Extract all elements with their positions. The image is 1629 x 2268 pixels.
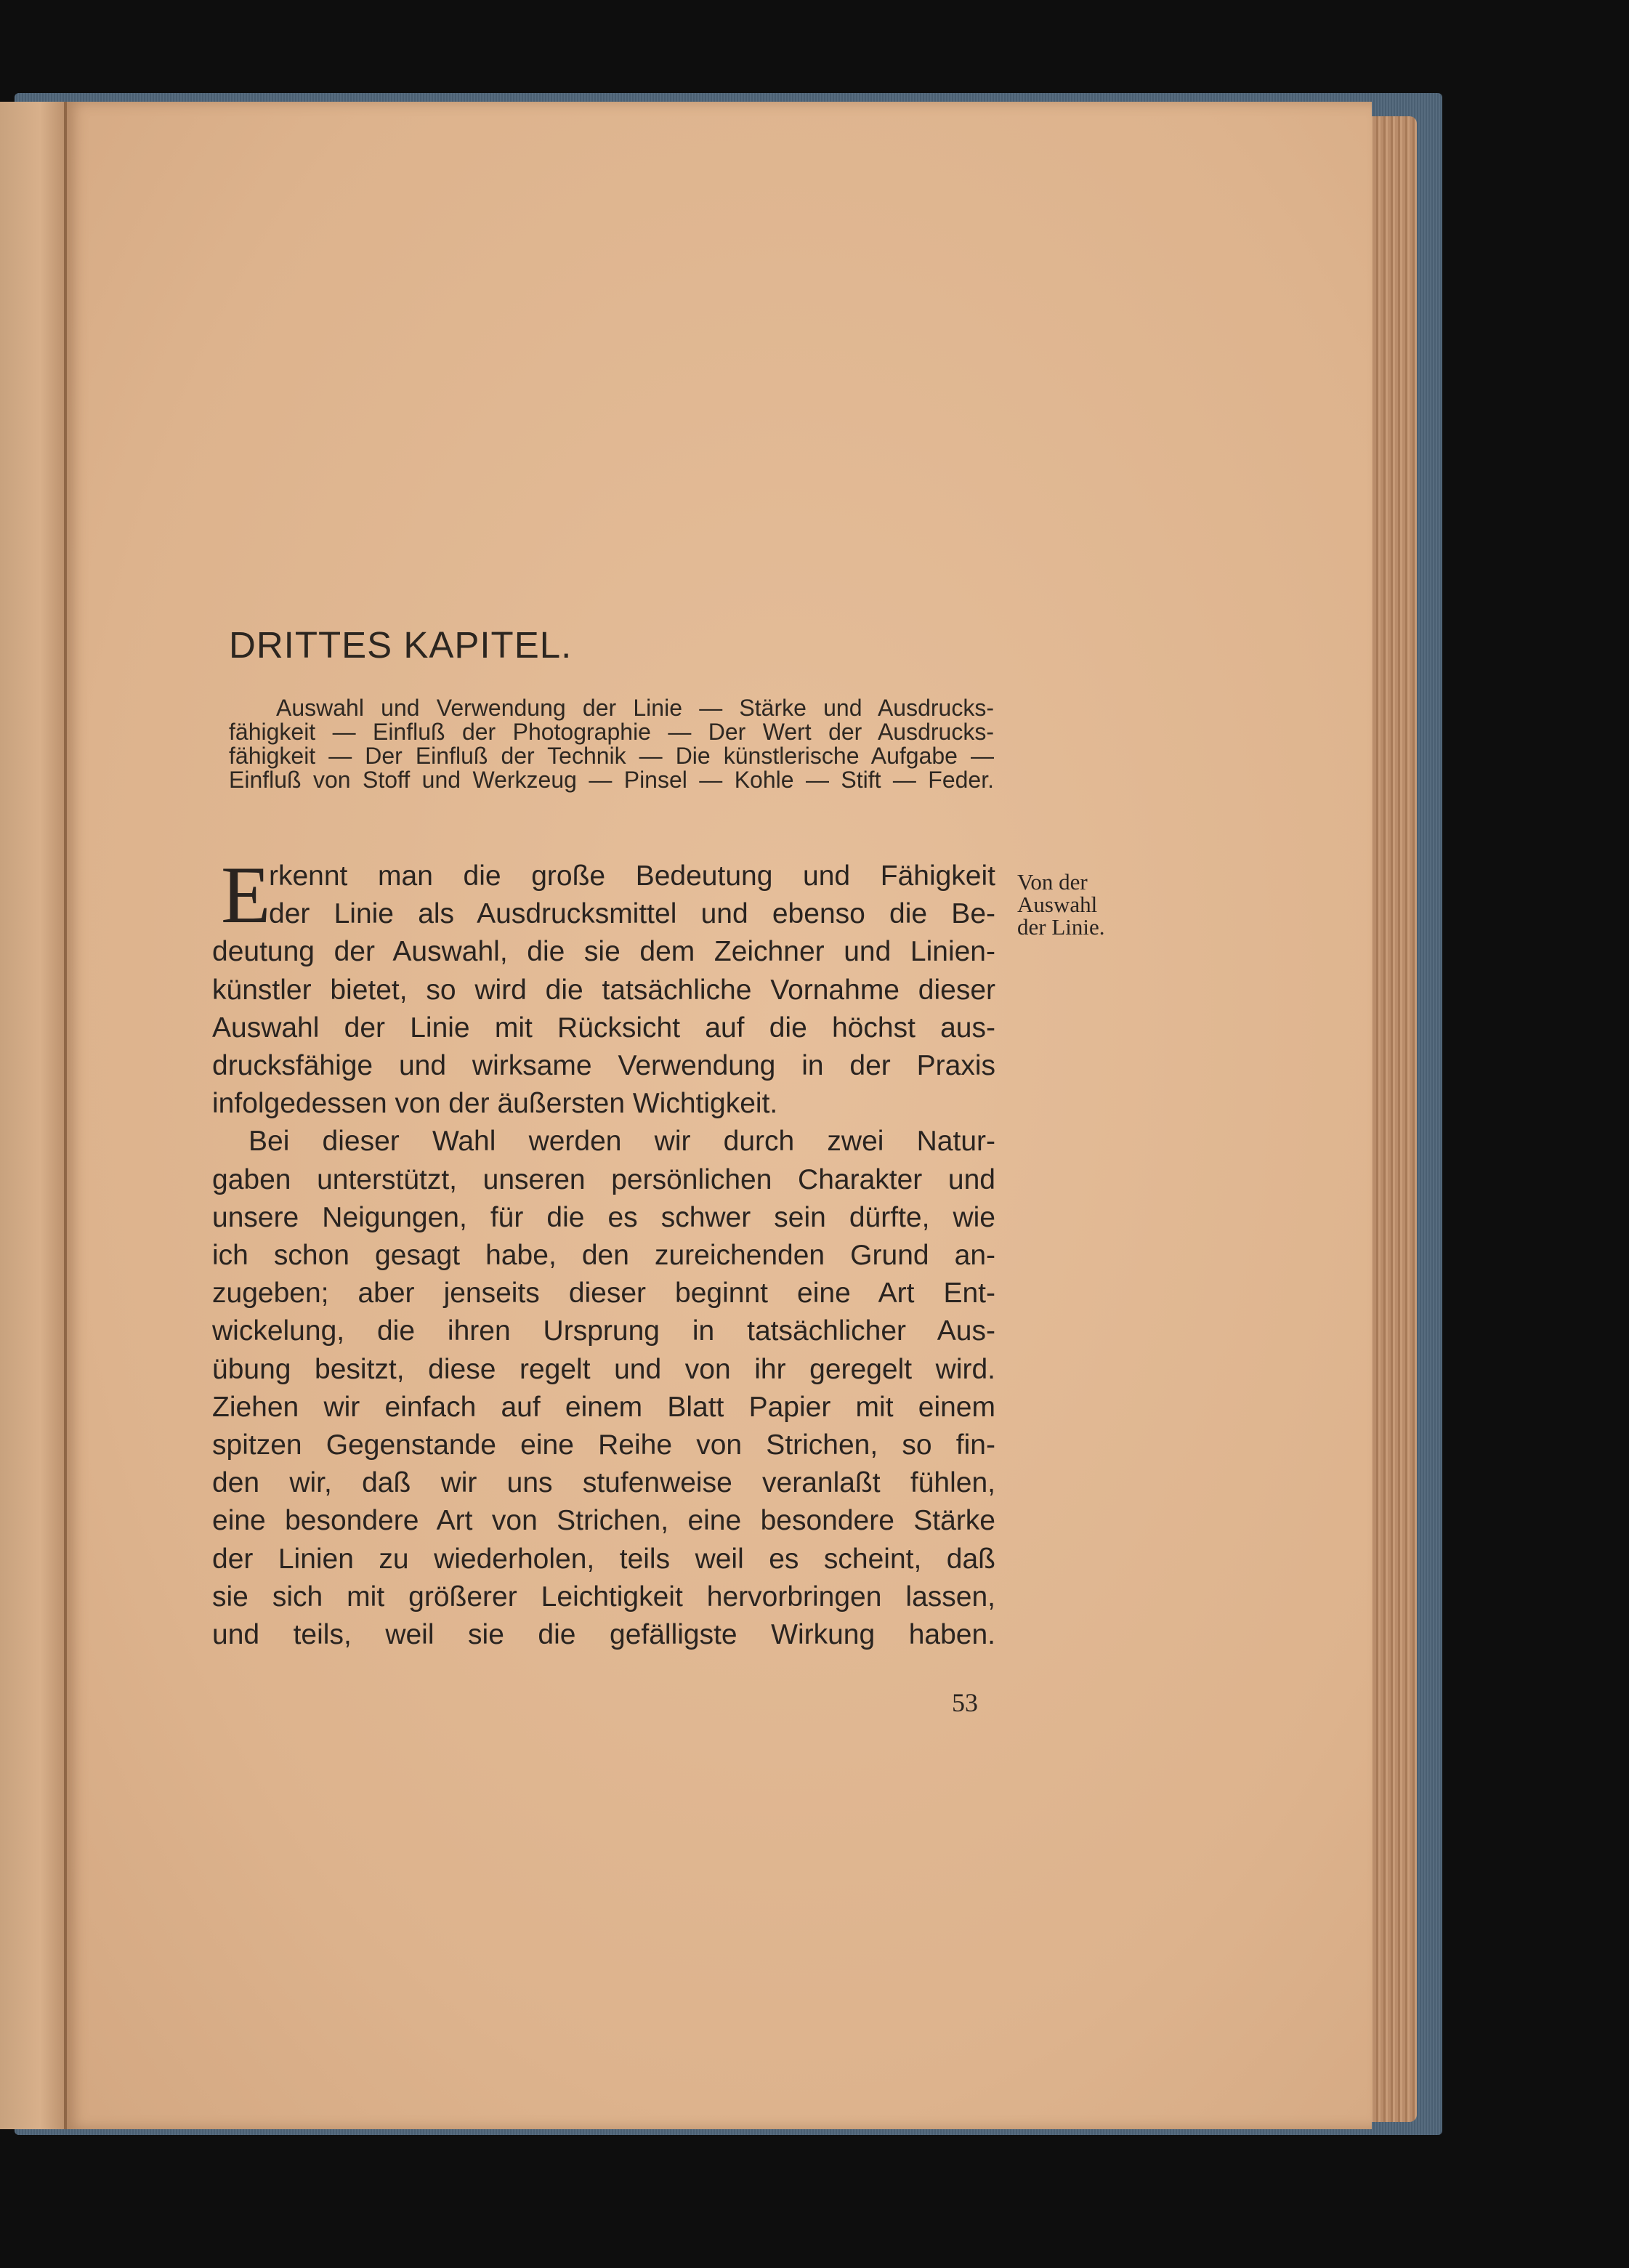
text-line: Bei dieser Wahl werden wir durch zwei Natur- xyxy=(248,1126,995,1158)
margin-note-line: der Linie. xyxy=(1017,914,1105,940)
left-page xyxy=(0,102,67,2129)
text-line: rkennt man die große Bedeutung und Fähigkeit xyxy=(269,860,995,892)
text-line: Ziehen wir einfach auf einem Blatt Papier mit einem xyxy=(212,1391,995,1423)
margin-note-line: Auswahl xyxy=(1017,892,1098,917)
summary-line: fähigkeit — Einfluß der Photographie — Der Wert der Ausdrucks- xyxy=(229,719,994,745)
summary-line: fähigkeit — Der Einfluß der Technik — Die künstlerische Aufgabe — xyxy=(229,743,994,769)
text-line: Auswahl der Linie mit Rücksicht auf die höchst aus- xyxy=(212,1012,995,1044)
text-line: infolgedessen von der äußersten Wichtigkeit. xyxy=(212,1088,778,1120)
text-line: den wir, daß wir uns stufenweise veranlaßt fühlen, xyxy=(212,1467,995,1499)
text-line: ich schon gesagt habe, den zureichenden Grund an- xyxy=(212,1240,995,1272)
summary-line: Einfluß von Stoff und Werkzeug — Pinsel — Kohle — Stift — Feder. xyxy=(229,767,994,793)
page-edges xyxy=(1366,116,1417,2122)
text-line: der Linien zu wiederholen, teils weil es scheint, daß xyxy=(212,1543,995,1575)
text-line: deutung der Auswahl, die sie dem Zeichner und Linien- xyxy=(212,936,995,968)
chapter-summary xyxy=(229,696,994,792)
text-line: gaben unterstützt, unseren persönlichen Charakter und xyxy=(212,1163,995,1195)
margin-note-line: Von der xyxy=(1017,869,1088,895)
text-line: und teils, weil sie die gefälligste Wirkung haben. xyxy=(212,1619,995,1651)
text-line: drucksfähige und wirksame Verwendung in der Praxis xyxy=(212,1050,995,1082)
drop-cap: E xyxy=(221,850,271,940)
text-line: künstler bietet, so wird die tatsächliche Vornahme dieser xyxy=(212,974,995,1006)
text-line: übung besitzt, diese regelt und von ihr geregelt wird. xyxy=(212,1353,995,1385)
text-line: wickelung, die ihren Ursprung in tatsächlicher Aus- xyxy=(212,1315,995,1347)
text-line: eine besondere Art von Strichen, eine besondere Stärke xyxy=(212,1505,995,1537)
page-number: 53 xyxy=(952,1688,978,1717)
chapter-title: DRITTES KAPITEL. xyxy=(229,624,573,666)
gutter xyxy=(64,102,67,2129)
margin-note xyxy=(1017,871,1126,938)
summary-line: Auswahl und Verwendung der Linie — Stärke und Ausdrucks- xyxy=(276,695,994,721)
text-line: spitzen Gegenstande eine Reihe von Strichen, so fin- xyxy=(212,1429,995,1461)
body-text xyxy=(212,850,995,1654)
text-line: unsere Neigungen, für die es schwer sein dürfte, wie xyxy=(212,1201,995,1233)
text-line: zugeben; aber jenseits dieser beginnt eine Art Ent- xyxy=(212,1278,995,1309)
text-line: der Linie als Ausdrucksmittel und ebenso die Be- xyxy=(269,898,995,930)
text-line: sie sich mit größerer Leichtigkeit hervorbringen lassen, xyxy=(212,1581,995,1613)
